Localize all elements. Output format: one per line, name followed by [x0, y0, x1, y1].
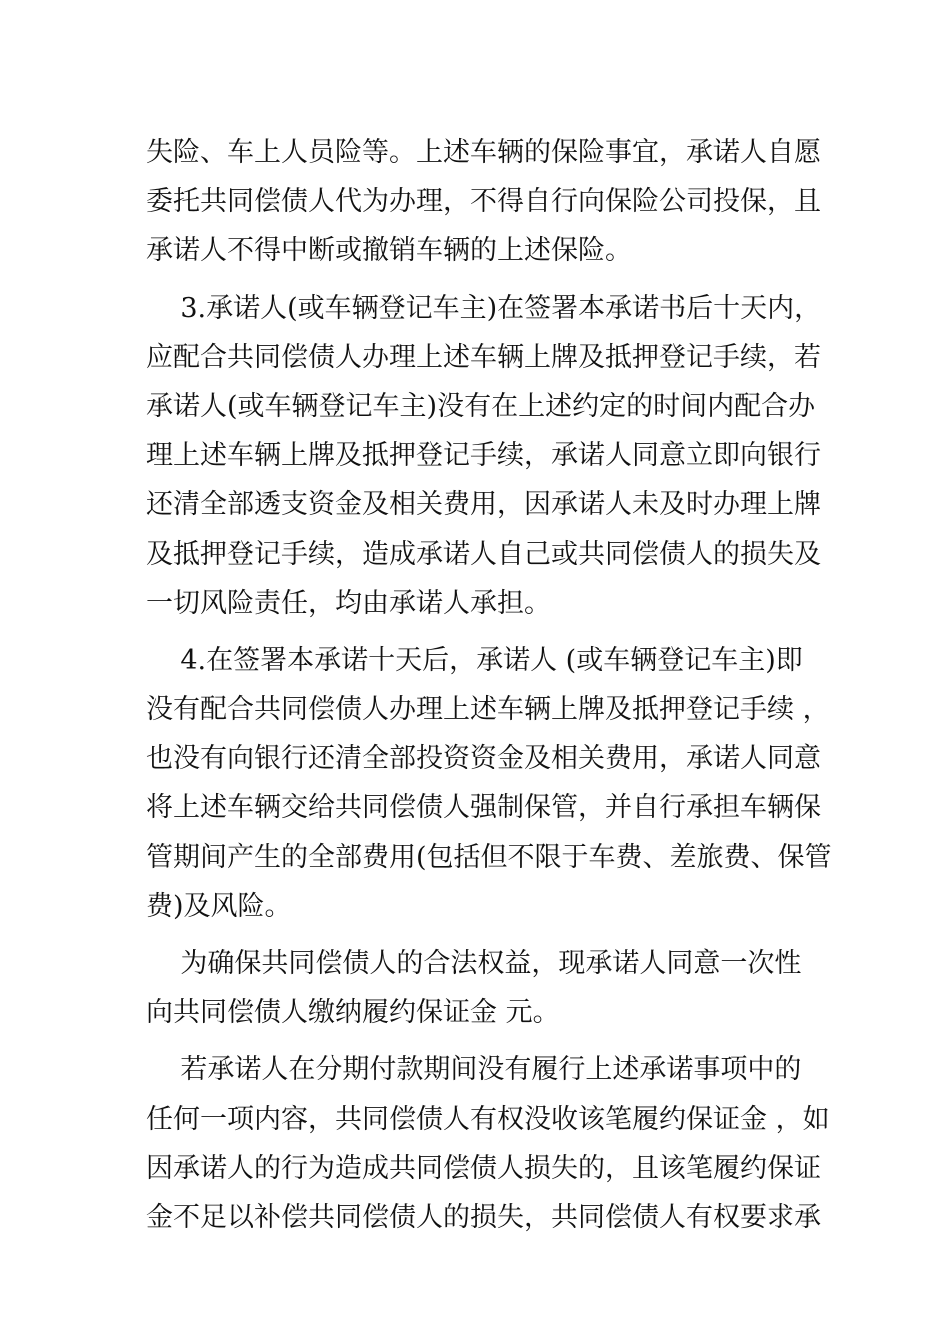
paragraph-deposit: [146, 939, 818, 1037]
paragraph-spacing: [146, 276, 818, 284]
text-line: 理上述车辆上牌及抵押登记手续，承诺人同意立即向银行: [146, 440, 821, 472]
paragraph-item-4: [146, 636, 832, 931]
text-line: 因承诺人的行为造成共同偿债人损失的，且该笔履约保证: [146, 1152, 821, 1184]
text-line: 任何一项内容，共同偿债人有权没收该笔履约保证金 ，如: [146, 1103, 830, 1135]
text-line: 若承诺人在分期付款期间没有履行上述承诺事项中的: [146, 1054, 802, 1086]
text-line: 承诺人(或车辆登记车主)没有在上述约定的时间内配合办: [146, 390, 816, 422]
paragraph-forfeit: [146, 1045, 830, 1242]
document-body: [146, 128, 832, 1242]
paragraph-spacing: [146, 628, 818, 636]
text-line: 应配合共同偿债人办理上述车辆上牌及抵押登记手续，若: [146, 341, 821, 373]
text-line: 为确保共同偿债人的合法权益，现承诺人同意一次性: [146, 948, 802, 979]
text-line: 及抵押登记手续，造成承诺人自己或共同偿债人的损失及: [146, 538, 821, 570]
paragraph-spacing: [146, 931, 818, 939]
text-line: 3.承诺人(或车辆登记车主)在签署本承诺书后十天内，: [146, 292, 822, 324]
text-line: 向共同偿债人缴纳履约保证金 元。: [146, 997, 560, 1029]
text-line: 管期间产生的全部费用(包括但不限于车费、差旅费、保管: [146, 841, 832, 873]
paragraph-spacing: [146, 1037, 818, 1045]
text-line: 也没有向银行还清全部投资资金及相关费用，承诺人同意: [146, 743, 821, 775]
text-line: 委托共同偿债人代为办理，不得自行向保险公司投保，且: [146, 186, 821, 218]
paragraph-insurance-continuation: [146, 128, 821, 276]
text-line: 一切风险责任，均由承诺人承担。: [146, 587, 551, 619]
text-line: 承诺人不得中断或撤销车辆的上述保险。: [146, 235, 632, 267]
text-line: 4.在签署本承诺十天后，承诺人 (或车辆登记车主)即: [146, 644, 803, 676]
text-line: 失险、车上人员险等。上述车辆的保险事宜，承诺人自愿: [146, 137, 821, 168]
text-line: 没有配合共同偿债人办理上述车辆上牌及抵押登记手续 ，: [146, 694, 830, 726]
text-line: 将上述车辆交给共同偿债人强制保管，并自行承担车辆保: [146, 792, 821, 824]
paragraph-item-3: [146, 284, 822, 628]
text-line: 金不足以补偿共同偿债人的损失，共同偿债人有权要求承: [146, 1201, 821, 1233]
text-line: 费)及风险。: [146, 890, 292, 922]
text-line: 还清全部透支资金及相关费用，因承诺人未及时办理上牌: [146, 489, 821, 521]
